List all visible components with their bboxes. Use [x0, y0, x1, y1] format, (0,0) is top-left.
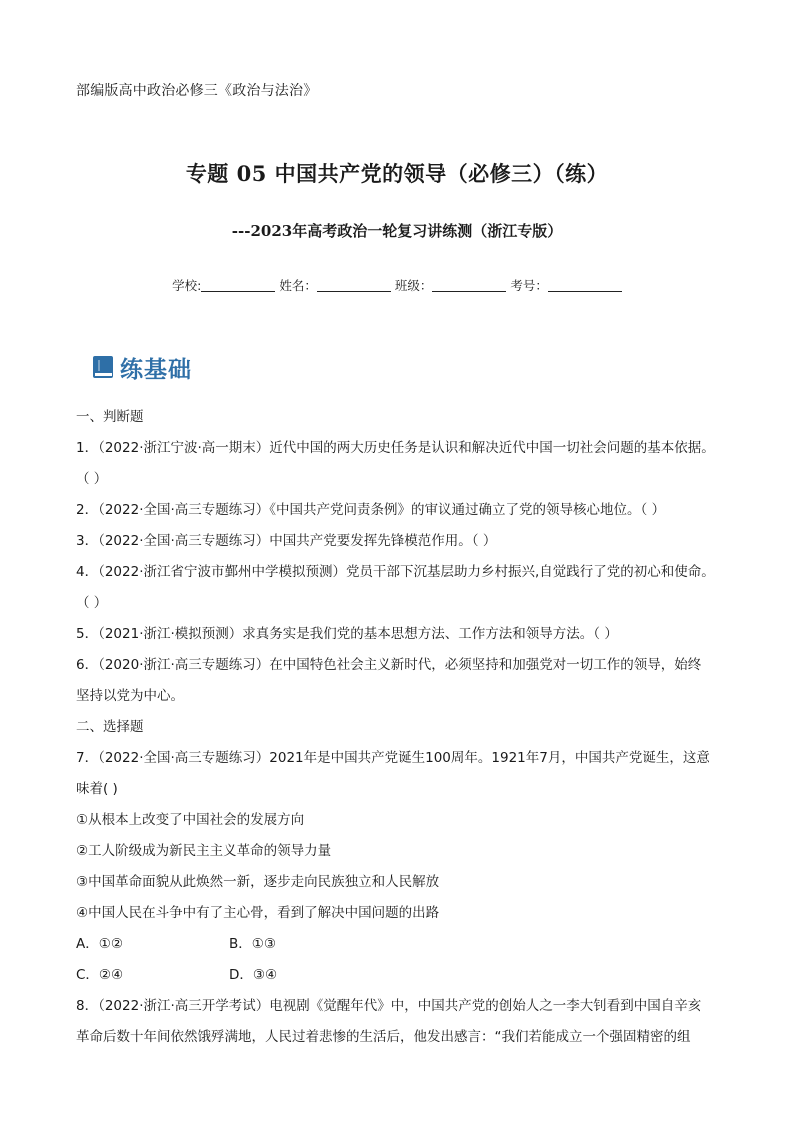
question-7-item-3: ③中国革命面貌从此焕然一新，逐步走向民族独立和人民解放	[76, 874, 440, 890]
class-label: 班级：	[394, 278, 433, 293]
question-7-item-2: ②工人阶级成为新民主主义革命的领导力量	[76, 843, 332, 859]
school-field[interactable]	[201, 279, 275, 292]
student-info-row	[0, 276, 794, 294]
question-4-line1: 4．（2022·浙江省宁波市鄞州中学模拟预测）党员干部下沉基层助力乡村振兴,自觉践行了党的初心和使命。	[76, 564, 715, 580]
question-5: 5．（2021·浙江·模拟预测）求真务实是我们党的基本思想方法、工作方法和领导方法。（ ）	[76, 626, 618, 642]
question-3: 3．（2022·全国·高三专题练习）中国共产党要发挥先锋模范作用。（ ）	[76, 533, 497, 549]
class-field[interactable]	[432, 279, 506, 292]
question-7-options-row-2	[76, 960, 726, 991]
question-1-line1: 1．（2022·浙江宁波·高一期末）近代中国的两大历史任务是认识和解决近代中国一切社会问题的基本依据。	[76, 440, 715, 456]
question-body	[76, 402, 726, 1053]
page-subtitle: ---2023年高考政治一轮复习讲练测（浙江专版）	[231, 222, 563, 240]
exam-no-field[interactable]	[548, 279, 622, 292]
book-icon	[92, 355, 114, 379]
question-7-line1: 7．（2022·全国·高三专题练习）2021年是中国共产党诞生100周年。1921年7月，中国共产党诞生，这意	[76, 750, 710, 766]
title-number: 05	[236, 161, 267, 186]
question-7-line2: 味着( )	[76, 781, 118, 797]
question-7-options-row-1	[76, 929, 726, 960]
option-b[interactable]: B．①③	[229, 936, 276, 952]
question-1-line2: （ ）	[76, 471, 108, 487]
page-title	[0, 158, 794, 188]
question-8-line2: 革命后数十年间依然饿殍满地，人民过着悲惨的生活后，他发出感言：“我们若能成立一个强固精密的组	[76, 1029, 691, 1045]
title-prefix: 专题	[185, 162, 229, 186]
question-6-line2: 坚持以党为中心。	[76, 688, 184, 704]
exam-no-label: 考号：	[510, 278, 548, 293]
school-label: 学校:	[172, 278, 202, 293]
option-a[interactable]: A．①②	[76, 936, 123, 952]
part2-heading: 二、选择题	[76, 719, 144, 735]
name-field[interactable]	[317, 279, 391, 292]
part1-heading: 一、判断题	[76, 409, 144, 425]
option-d[interactable]: D．③④	[229, 967, 278, 983]
option-c[interactable]: C．②④	[76, 967, 124, 983]
name-label: 姓名：	[279, 278, 317, 293]
section-label: 练基础	[120, 356, 192, 383]
question-6-line1: 6．（2020·浙江·高三专题练习）在中国特色社会主义新时代，必须坚持和加强党对一切工作的领导，始终	[76, 657, 702, 673]
title-main: 中国共产党的领导（必修三）（练）	[274, 162, 609, 186]
question-4-line2: （ ）	[76, 595, 108, 611]
section-heading	[92, 350, 192, 384]
question-2: 2．（2022·全国·高三专题练习）《中国共产党问责条例》的审议通过确立了党的领导核心地位。（ ）	[76, 502, 666, 518]
question-7-item-1: ①从根本上改变了中国社会的发展方向	[76, 812, 305, 828]
question-7-item-4: ④中国人民在斗争中有了主心骨，看到了解决中国问题的出路	[76, 905, 440, 921]
question-8-line1: 8．（2022·浙江·高三开学考试）电视剧《觉醒年代》中，中国共产党的创始人之一李大钊看到中国自辛亥	[76, 998, 702, 1014]
course-header: 部编版高中政治必修三《政治与法治》	[76, 83, 318, 99]
